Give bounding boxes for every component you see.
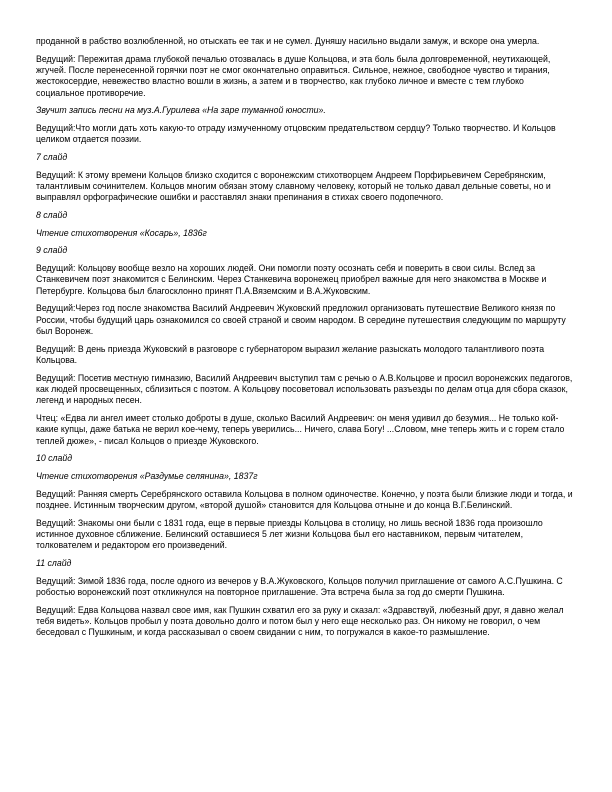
paragraph: Ведущий: К этому времени Кольцов близко сходится с воронежским стихотворцем Андреем Порфирьевичем Серебрянским, талантливым сочинителем. Кольцов многим обязан этому славному человеку, который не только давал дельные советы, но и выправлял орфографические ошибки и расставлял знаки препинания в стихах своего подопечного. <box>36 169 551 203</box>
paragraph: Ведущий:Что могли дать хоть какую-то отраду измученному отцовским предательством сердцу? Только творчество. И Кольцов целиком отдается поэзии. <box>36 123 556 145</box>
reader-quote: Чтец: «Едва ли ангел имеет столько доброты в душе, сколько Василий Андреевич: он меня удивил до безумия... Не только кой-какие купцы, даже батька не верил кое-чему, теперь уверились... Ничего, слава Богу! ...Словом, мне теперь жить и с горем стало теплей дюже», - писал Кольцов о приезде Жуковского. <box>36 413 565 446</box>
paragraph: Ведущий: Едва Кольцова назвал свое имя, как Пушкин схватил его за руку и сказал: «Здравствуй, любезный друг, я давно желал тебя видеть». Кольцов пробыл у поэта довольно долго и потом был у него еще несколько раз. Он никому не говорил, о чем беседовал с Пушкиным, и когда рассказывал о своем свидании с ним, то погружался в какое-то размышление. <box>36 604 564 638</box>
song-note: Звучит запись песни на муз.А.Гурилева «На заре туманной юности». <box>36 105 326 116</box>
paragraph: Ведущий: Пережитая драма глубокой печалью отозвалась в душе Кольцова, и эта боль была долговременной, неутихающей, жгучей. После перенесенной горячки поэт не смог окончательно оправиться. Сильное, нежное, свободное чувство и тирания, жестокосердие, невежество властно вошли в жизнь, а затем и в творчество, как глубоко личное и вместе с тем глубоко социальное противоречие. <box>36 53 551 98</box>
paragraph: Ведущий: Посетив местную гимназию, Василий Андреевич выступил там с речью о А.В.Кольцове и просил воронежских педагогов, как людей просвещенных, сблизиться с поэтом. А Кольцову посоветовал использовать разъезды по делам отца для сбора сказок, легенд и народных песен. <box>36 372 573 406</box>
paragraph: Ведущий: В день приезда Жуковский в разговоре с губернатором выразил желание разыскать молодого талантливого поэта Кольцова. <box>36 343 545 365</box>
paragraph: проданной в рабство возлюбленной, но отыскать ее так и не сумел. Дуняшу насильно выдали замуж, и вскоре она умерла. <box>36 36 540 46</box>
slide-heading: 11 слайд <box>36 558 72 568</box>
paragraph: Ведущий: Кольцову вообще везло на хороших людей. Они помогли поэту осознать себя и поверить в свои силы. Вслед за Станкевичем поэт знакомится с Белинским. Через Станкевича воронежец приобрел важные для него знакомства в Москве и Петербурге. Кольцова был благосклонно принят П.А.Вяземским и В.А.Жуковским. <box>36 262 547 296</box>
slide-heading: 8 слайд <box>36 210 68 220</box>
paragraph: Ведущий: Зимой 1836 года, после одного из вечеров у В.А.Жуковского, Кольцов получил приглашение от самого А.С.Пушкина. С робостью воронежский поэт откликнулся на повторное приглашение. Эта встреча была за год до смерти Пушкина. <box>36 575 563 597</box>
poem-reading-note: Чтение стихотворения «Косарь», 1836г <box>36 227 207 238</box>
slide-heading: 7 слайд <box>36 152 68 162</box>
paragraph: Ведущий: Ранняя смерть Серебрянского оставила Кольцова в полном одиночестве. Конечно, у поэта были близкие люди и тогда, и позднее. Истинным творческим другом, «второй душой» становится для Кольцова отныне и до конца В.Г.Белинский. <box>36 488 573 510</box>
slide-heading: 10 слайд <box>36 453 73 464</box>
paragraph: Ведущий: Знакомы они были с 1831 года, еще в первые приезды Кольцова в столицу, но лишь весной 1836 года произошло истинное духовное сближение. Белинский оставшиеся 5 лет жизни Кольцова был его наставником, первым читателем, толкователем и редактором его произведений. <box>36 517 543 551</box>
poem-reading-note: Чтение стихотворения «Раздумье селянина», 1837г <box>36 471 258 481</box>
paragraph: Ведущий:Через год после знакомства Василий Андреевич Жуковский предложил организовать путешествие Великого князя по России, чтобы будущий царь ознакомился со своей страной и своим народом. В середине путешествия следующим по маршруту был Воронеж. <box>36 303 566 336</box>
slide-heading: 9 слайд <box>36 245 68 256</box>
